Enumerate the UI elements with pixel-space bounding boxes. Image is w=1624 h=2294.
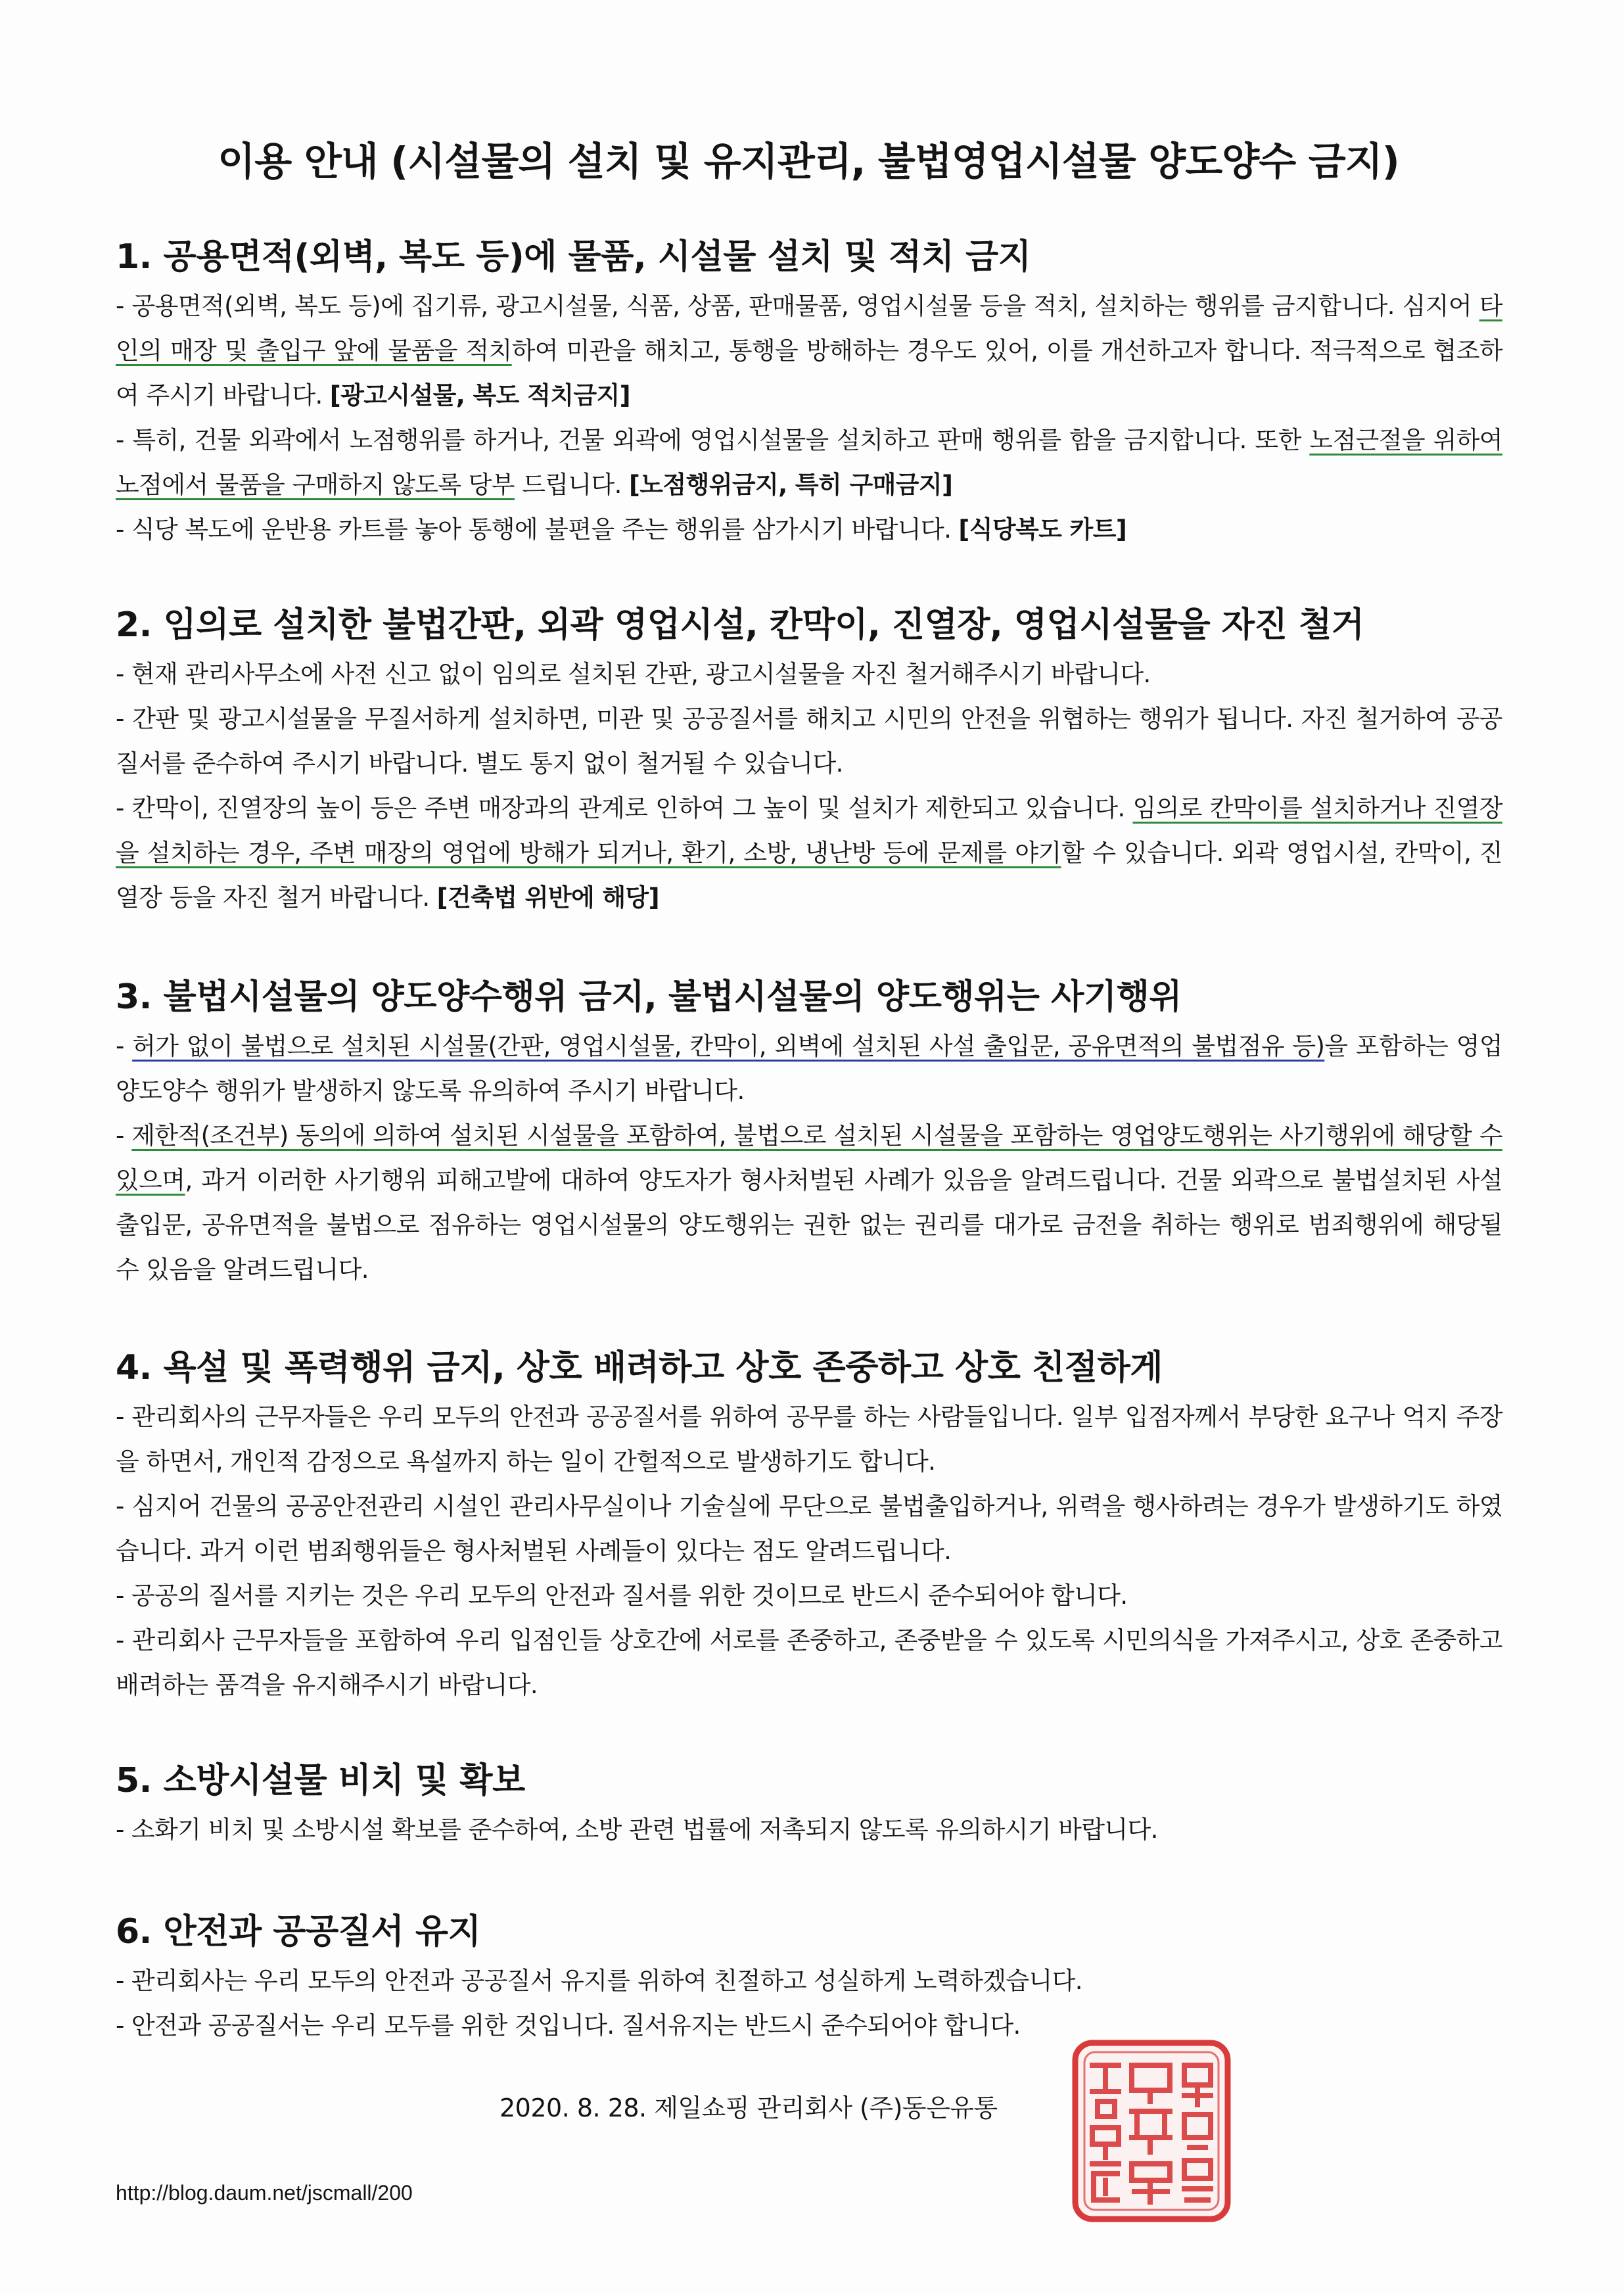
section-1-paragraph-1 (116, 284, 1502, 418)
section-2 (116, 598, 1502, 920)
section-1-heading: 1. 공용면적(외벽, 복도 등)에 물품, 시설물 설치 및 적치 금지 (116, 237, 1031, 277)
text-run: - (116, 1121, 132, 1150)
underlined-text: 제한적(조건부) 동의에 의하여 설치된 시설물을 포함하여, 불법으로 설치된 시설물을 포함하는 영업양도행위는 사기행위에 해당할 수 있으며 (116, 1121, 1502, 1194)
section-6 (116, 1905, 1502, 2048)
section-3-heading: 3. 불법시설물의 양도양수행위 금지, 불법시설물의 양도행위는 사기행위 (116, 977, 1182, 1017)
section-2-paragraph-3 (116, 786, 1502, 920)
text-run: 드립니다. (514, 471, 629, 499)
section-6-paragraph-1: - 관리회사는 우리 모두의 안전과 공공질서 유지를 위하여 친절하고 성실하게 노력하겠습니다. (116, 1967, 1082, 1995)
section-3 (116, 970, 1502, 1292)
text-run: - (116, 1032, 133, 1060)
company-seal-stamp (1071, 2039, 1232, 2223)
section-5-paragraph-1: - 소화기 비치 및 소방시설 확보를 준수하여, 소방 관련 법률에 저촉되지 않도록 유의하시기 바랍니다. (116, 1815, 1158, 1844)
underlined-text: 임의로 칸막이를 설치하거나 진열장을 설치하는 경우, 주변 매장의 영업에 방해가 되거나, 환기, 소방, 냉난방 등에 문제를 야기 (116, 794, 1502, 867)
section-2-heading: 2. 임의로 설치한 불법간판, 외곽 영업시설, 칸막이, 진열장, 영업시설물을 자진 철거 (116, 605, 1364, 645)
text-run: 할 수 있습니다. 외곽 영업시설, 칸막이, 진열장 등을 자진 철거 바랍니다. (116, 839, 1502, 912)
section-1-paragraph-2 (116, 418, 1502, 507)
text-run: - 칸막이, 진열장의 높이 등은 주변 매장과의 관계로 인하여 그 높이 및 설치가 제한되고 있습니다. (116, 794, 1133, 822)
underlined-text: 타인의 매장 및 출입구 앞에 물품을 적치 (116, 292, 1502, 365)
bracket-tag: [건축법 위반에 해당] (436, 883, 659, 912)
text-run: , 과거 이러한 사기행위 피해고발에 대하여 양도자가 형사처벌된 사례가 있음을 알려드립니다. 건물 외곽으로 불법설치된 사설 출입문, 공유면적을 불법으로 점유하는 영업시설물의 양도행위는 권한 없는 권리를 대가로 금전을 취하는 행위로 범죄행위에 해당될 수 있음을 알려드립니다. (116, 1166, 1502, 1284)
section-5-heading: 5. 소방시설물 비치 및 확보 (116, 1761, 525, 1800)
bracket-tag: [노점행위금지, 특히 구매금지] (628, 471, 953, 499)
text-run: - 공용면적(외벽, 복도 등)에 집기류, 광고시설물, 식품, 상품, 판매물품, 영업시설물 등을 적치, 설치하는 행위를 금지합니다. 심지어 (116, 292, 1479, 320)
text-run: - 식당 복도에 운반용 카트를 놓아 통행에 불편을 주는 행위를 삼가시기 바랍니다. (116, 515, 959, 544)
section-1 (116, 230, 1502, 552)
bracket-tag: [식당복도 카트] (958, 515, 1127, 544)
section-3-paragraph-1 (116, 1024, 1502, 1113)
text-run: - 특히, 건물 외곽에서 노점행위를 하거나, 건물 외곽에 영업시설물을 설치하고 판매 행위를 함을 금지합니다. 또한 (116, 426, 1310, 454)
section-4-paragraph-3: - 공공의 질서를 지키는 것은 우리 모두의 안전과 질서를 위한 것이므로 반드시 준수되어야 합니다. (116, 1581, 1128, 1610)
section-1-paragraph-3 (116, 507, 1502, 552)
section-4-paragraph-2: - 심지어 건물의 공공안전관리 시설인 관리사무실이나 기술실에 무단으로 불법출입하거나, 위력을 행사하려는 경우가 발생하기도 하였습니다. 과거 이런 범죄행위들은 형사처벌된 사례들이 있다는 점도 알려드립니다. (116, 1492, 1502, 1565)
section-4-paragraph-4: - 관리회사 근무자들을 포함하여 우리 입점인들 상호간에 서로를 존중하고, 존중받을 수 있도록 시민의식을 가져주시고, 상호 존중하고 배려하는 품격을 유지해주시기 바랍니다. (116, 1626, 1502, 1699)
text-run: 하여 미관을 해치고, 통행을 방해하는 경우도 있어, 이를 개선하고자 합니다. 적극적으로 협조하여 주시기 바랍니다. (116, 337, 1502, 410)
section-2-paragraph-2: - 간판 및 광고시설물을 무질서하게 설치하면, 미관 및 공공질서를 해치고 시민의 안전을 위협하는 행위가 됩니다. 자진 철거하여 공공질서를 준수하여 주시기 바랍니다. 별도 통지 없이 철거될 수 있습니다. (116, 705, 1502, 778)
date-and-company-footer: 2020. 8. 28. 제일쇼핑 관리회사 (주)동은유통 (499, 2094, 998, 2122)
underlined-text: 허가 없이 불법으로 설치된 시설물(간판, 영업시설물, 칸막이, 외벽에 설치된 사설 출입문, 공유면적의 불법점유 등) (132, 1032, 1325, 1060)
section-4-paragraph-1: - 관리회사의 근무자들은 우리 모두의 안전과 공공질서를 위하여 공무를 하는 사람들입니다. 일부 입점자께서 부당한 요구나 억지 주장을 하면서, 개인적 감정으로 욕설까지 하는 일이 간헐적으로 발생하기도 합니다. (116, 1403, 1502, 1476)
source-url: http://blog.daum.net/jscmall/200 (116, 2181, 413, 2205)
text-run: 을 포함하는 영업양도양수 행위가 발생하지 않도록 유의하여 주시기 바랍니다. (116, 1032, 1502, 1105)
underlined-text: 노점근절을 위하여 노점에서 물품을 구매하지 않도록 당부 (116, 426, 1503, 499)
section-5 (116, 1754, 1502, 1852)
section-6-heading: 6. 안전과 공공질서 유지 (116, 1912, 481, 1952)
section-4 (116, 1341, 1502, 1708)
section-2-paragraph-1: - 현재 관리사무소에 사전 신고 없이 임의로 설치된 간판, 광고시설물을 자진 철거해주시기 바랍니다. (116, 660, 1151, 688)
section-3-paragraph-2 (116, 1113, 1502, 1292)
section-4-heading: 4. 욕설 및 폭력행위 금지, 상호 배려하고 상호 존중하고 상호 친절하게 (116, 1348, 1163, 1388)
page-title: 이용 안내 (시설물의 설치 및 유지관리, 불법영업시설물 양도양수 금지) (218, 139, 1399, 184)
section-6-paragraph-2: - 안전과 공공질서는 우리 모두를 위한 것입니다. 질서유지는 반드시 준수되어야 합니다. (116, 2011, 1021, 2040)
bracket-tag: [광고시설물, 복도 적치금지] (329, 381, 630, 410)
